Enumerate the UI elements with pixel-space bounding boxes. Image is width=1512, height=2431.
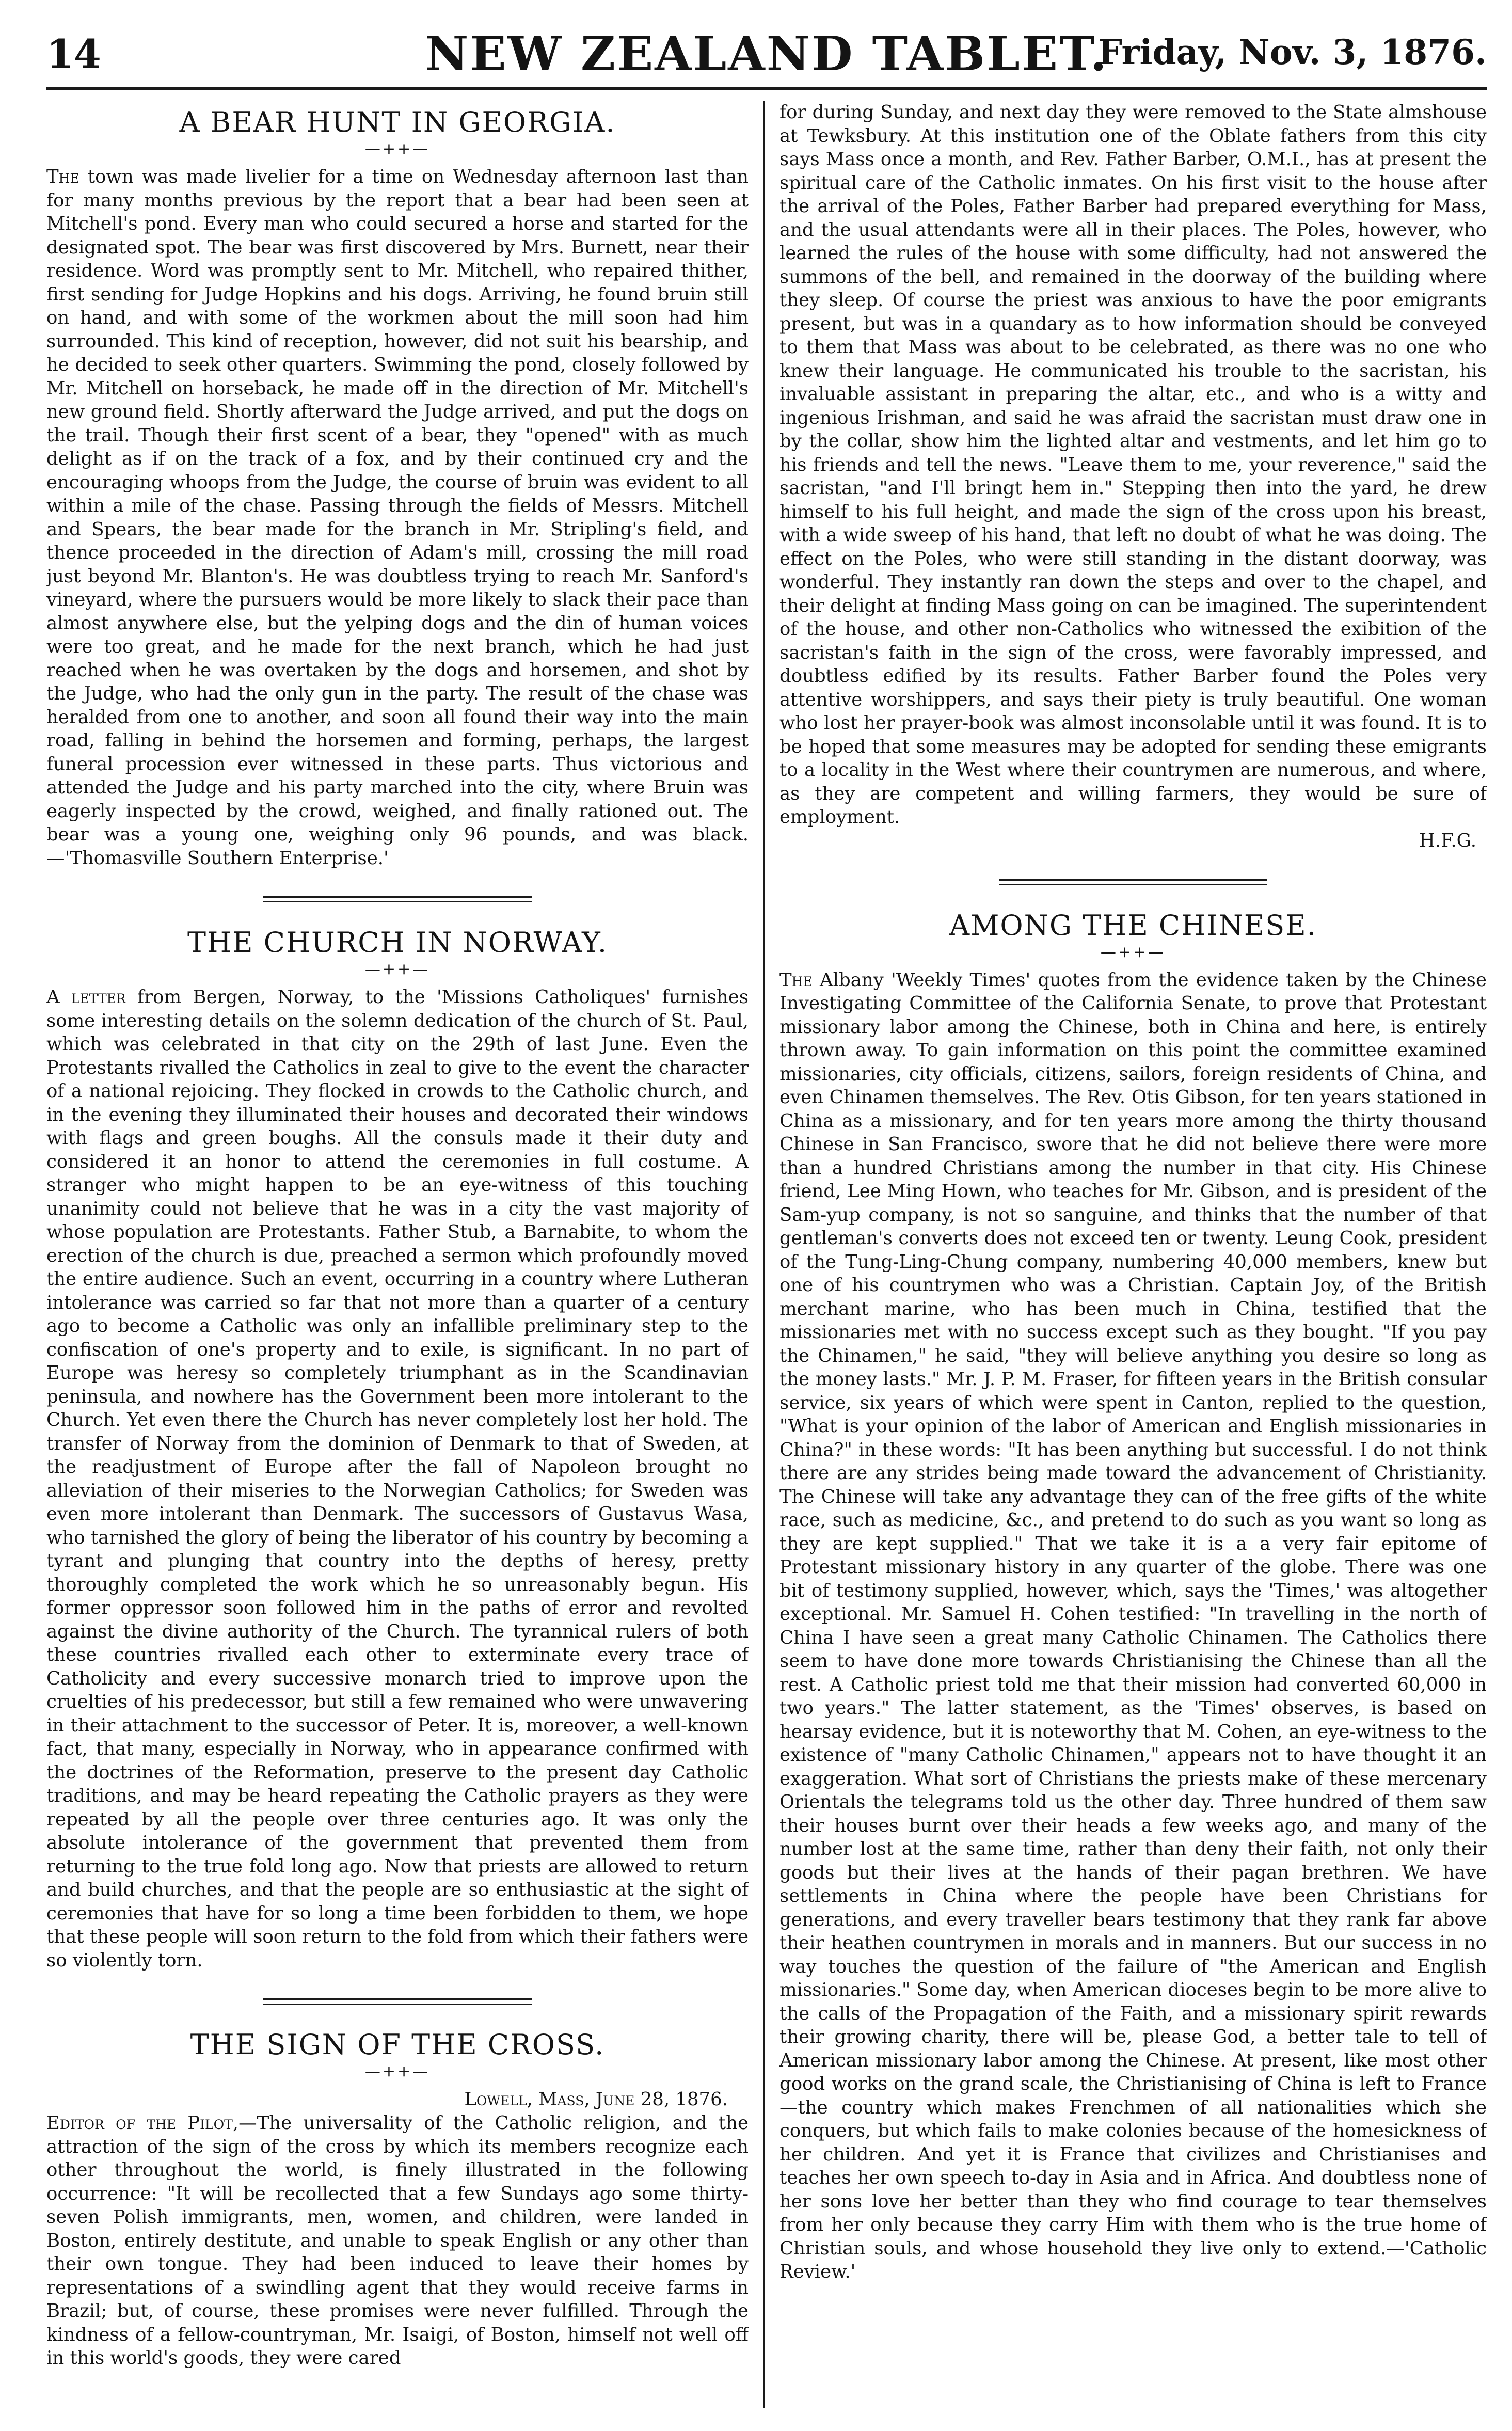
article-signature: H.F.G. <box>1419 830 1476 851</box>
lead-in: The <box>779 969 813 991</box>
article-title: AMONG THE CHINESE. <box>949 909 1317 942</box>
article-body <box>46 986 749 1972</box>
article-body <box>779 968 1487 2284</box>
article-title: A BEAR HUNT IN GEORGIA. <box>179 106 616 138</box>
article-text: from Bergen, Norway, to the 'Missions Catholiques' furnishes some interesting details on the solemn dedication of the church of St. Paul, which was celebrated in that city on the 29th of last June. Even the Protestants rivalled the Catholics in zeal to give to the event the character of a national rejoicing. They flocked in crowds to the Catholic church, and in the evening they illuminated their houses and decorated their windows with flags and green boughs. All the consuls made it their duty and considered it an honor to attend the ceremonies in full costume. A stranger who might happen to be an eye-witness of this touching unanimity could not believe that he was in a city the vast majority of whose population are Protestants. Father Stub, a Barnabite, to whom the erection of the church is due, preached a sermon which profoundly moved the entire audience. Such an event, occurring in a country where Lutheran intolerance was carried so far that not more than a quarter of a century ago to become a Catholic was only an infallible preliminary step to the confiscation of one's property and to exile, is significant. In no part of Europe was heresy so completely triumphant as in the Scandinavian peninsula, and nowhere has the Government been more intolerant to the Church. Yet even there the Church has never completely lost her hold. The transfer of Norway from the dominion of Denmark to that of Sweden, at the readjustment of Europe after the fall of Napoleon brought no alleviation of their miseries to the Norwegian Catholics; for Sweden was even more intolerant than Denmark. The successors of Gustavus Wasa, who tarnished the glory of being the liberator of his country by becoming a tyrant and plunging that country into the depths of heresy, pretty thoroughly completed the work which he so unreasonably begun. His former oppressor soon followed him in the paths of error and revolted against the divine authority of the Church. The tyrannical rulers of both these countries rivalled each other to exterminate every trace of Catholicity and every successive monarch tried to improve upon the cruelties of his predecessor, but still a few remained who were unwavering in their attachment to the successor of Peter. It is, moreover, a well-known fact, that many, especially in Norway, who in appearance confirmed with the doctrines of the Reformation, preserve to the present day Catholic traditions, and may be heard repeating the Catholic prayers as they were repeated by all the people over three centuries ago. It was only the absolute intolerance of the government that prevented them from returning to the true fold long ago. Now that priests are allowed to return and build churches, and that the people are so enthusiastic at the sight of ceremonies that have for so long a time been forbidden to them, we hope that these people will soon return to the fold from which their fathers were so violently torn. <box>46 987 749 1971</box>
lead-in: A letter <box>46 987 126 1008</box>
article-body <box>46 165 749 870</box>
article-text: Albany 'Weekly Times' quotes from the evidence taken by the Chinese Investigating Committee of the California Senate, to prove that Protestant missionary labor among the Chinese, both in China and here, is entirely thrown away. To gain information on this point the committee examined missionaries, city officials, citizens, sailors, foreign residents of China, and even Chinamen themselves. The Rev. Otis Gibson, for ten years stationed in China as a missionary, and for ten years more among the thirty thousand Chinese in San Francisco, swore that he did not believe there were more than a hundred Christians among the number in that city. His Chinese friend, Lee Ming Hown, who teaches for Mr. Gibson, and is president of the Sam-yup company, is not so sanguine, and thinks that the number of that gentleman's converts does not exceed ten or twenty. Leung Cook, president of the Tung-Ling-Chung company, numbering 40,000 members, knew but one of his countrymen who was a Christian. Captain Joy, of the British merchant marine, who has been much in China, testified that the missionaries met with no success except such as they bought. "If you pay the Chinamen," he said, "they will believe anything you desire so long as the money lasts." Mr. J. P. M. Fraser, for fifteen years in the British consular service, six years of which were spent in Canton, replied to the question, "What is your opinion of the labor of American and English missionaries in China?" in these words: "It has been anything but successful. I do not think there are any strides being made toward the advancement of Christianity. The Chinese will take any advantage they can of the free gifts of the white race, such as medicine, &c., and pretend to do such as you want so long as they are kept supplied." That we take it is a a very fair epitome of Protestant missionary history in any quarter of the globe. There was one bit of testimony supplied, however, which, says the 'Times,' was altogether exceptional. Mr. Samuel H. Cohen testified: "In travelling in the north of China I have seen a great many Catholic Chinamen. The Catholics there seem to have done more towards Christianising the Chinese than all the rest. A Catholic priest told me that their mission had converted 60,000 in two years." The latter statement, as the 'Times' observes, is based on hearsay evidence, but it is noteworthy that M. Cohen, an eye-witness to the existence of "many Catholic Chinamen," appears not to have thought it an exaggeration. What sort of Christians the priests make of these mercenary Orientals the telegrams told us the other day. Three hundred of them saw their houses burnt over their heads a few weeks ago, and many of the number lost at the same time, rather than deny their faith, not only their goods but their lives at the hands of their pagan brethren. We have settlements in China where the people have been Christians for generations, and every traveller bears testimony that they rank far above their heathen countrymen in morals and in manners. But our success in no way touches the question of the failure of "the American and English missionaries." Some day, when American dioceses begin to be more alive to the calls of the Propagation of the Faith, and a missionary spirit rewards their growing charity, there will be, please God, a better tale to tell of American missionary labor among the Chinese. At present, like most other good works on the grand scale, the Christianising of China is left to France—the country which makes Frenchmen of all nationalities which she conquers, but which fails to make colonies because of the homesickness of her children. And yet it is France that civilizes and Christianises and teaches her own speech to-day in Asia and in Africa. And doubtless none of her sons love her better than they who find courage to tear themselves from her only because they carry Him with them who is the true home of Christian souls, and whose household they live only to extend.—'Catholic Review.' <box>779 969 1487 2282</box>
title-ornament: —++— <box>364 140 431 158</box>
title-ornament: —++— <box>364 2062 431 2080</box>
letter-dateline: Lowell, Mass, June 28, 1876. <box>464 2089 728 2110</box>
article-church-norway <box>46 926 749 1972</box>
article-bear-hunt <box>46 106 749 870</box>
article-separator <box>263 896 532 902</box>
issue-date: Friday, Nov. 3, 1876. <box>1097 32 1487 72</box>
article-separator <box>999 879 1267 885</box>
title-ornament: —++— <box>1100 943 1166 961</box>
article-sign-of-cross-continued <box>779 101 1487 853</box>
left-column <box>46 101 749 2408</box>
article-title: THE SIGN OF THE CROSS. <box>190 2028 605 2061</box>
page-number: 14 <box>46 31 101 77</box>
right-column <box>779 101 1487 2408</box>
article-title: THE CHURCH IN NORWAY. <box>187 926 608 959</box>
masthead-rule <box>46 87 1487 90</box>
article-body <box>46 2111 749 2370</box>
lead-in: The <box>46 166 79 187</box>
article-sign-of-cross <box>46 2028 749 2370</box>
article-text: —The universality of the Catholic religion, and the attraction of the sign of the cross by which its members recognize each other throughout the world, is finely illustrated in the following occurrence: "It will be recollected that a few Sundays ago some thirty-seven Polish immigrants, men, women, and children, were landed in Boston, entirely destitute, and unable to speak English or any other than their own tongue. They had been induced to leave their homes by representations of a swindling agent that they would receive farms in Brazil; but, of course, these promises were never fulfilled. Through the kindness of a fellow-countryman, Mr. Isaigi, of Boston, himself not well off in this world's goods, they were cared <box>46 2112 749 2369</box>
title-ornament: —++— <box>364 960 431 978</box>
newspaper-title: NEW ZEALAND TABLET. <box>425 26 1108 82</box>
article-continuation: for during Sunday, and next day they were removed to the State almshouse at Tewksbury. At this institution one of the Oblate fathers from this city says Mass once a month, and Rev. Father Barber, O.M.I., has at present the spiritual care of the Catholic inmates. On his first visit to the house after the arrival of the Poles, Father Barber had prepared everything for Mass, and the usual attendants were all in their places. The Poles, however, who learned the rules of the house with some difficulty, had not answered the summons of the bell, and remained in the doorway of the building where they sleep. Of course the priest was anxious to have the poor emigrants present, but was in a quandary as to how information should be conveyed to them that Mass was about to be celebrated, as there was no one who knew their language. He communicated his trouble to the sacristan, his invaluable assistant in preparing the altar, etc., and who is a witty and ingenious Irishman, and said he was afraid the sacristan must draw one in by the collar, show him the lighted altar and vestments, and let him go to his friends and tell the news. "Leave them to me, your reverence," said the sacristan, "and I'll bringt hem in." Stepping then into the yard, he drew himself to his full height, and made the sign of the cross upon his breast, with a wide sweep of his hand, that left no doubt of what he was doing. The effect on the Poles, who were still standing in the distant doorway, was wonderful. They instantly ran down the steps and over to the chapel, and their delight at finding Mass going on can be imagined. The superintendent of the house, and other non-Catholics who witnessed the exibition of the sacristan's faith in the sign of the cross, were favorably impressed, and doubtless edified by its results. Father Barber found the Poles very attentive worshippers, and says their piety is truly beautiful. One woman who lost her prayer-book was almost inconsolable until it was found. It is to be hoped that some measures may be adopted for sending these emigrants to a locality in the West where their countrymen are numerous, and where, as they are competent and willing farmers, they would be sure of employment. <box>779 102 1487 828</box>
column-divider <box>763 101 765 2408</box>
article-text: town was made livelier for a time on Wednesday afternoon last than for many months previous by the report that a bear had been seen at Mitchell's pond. Every man who could secured a horse and started for the designated spot. The bear was first discovered by Mrs. Burnett, near their residence. Word was promptly sent to Mr. Mitchell, who repaired thither, first sending for Judge Hopkins and his dogs. Arriving, he found bruin still on hand, and with some of the workmen about the mill soon had him surrounded. This kind of reception, however, did not suit his bearship, and he decided to seek other quarters. Swimming the pond, closely followed by Mr. Mitchell on horseback, he made off in the direction of Mr. Mitchell's new ground field. Shortly afterward the Judge arrived, and put the dogs on the trail. Though their first scent of a bear, they "opened" with as much delight as if on the track of a fox, and by their continued cry and the encouraging whoops from the Judge, the course of bruin was evident to all within a mile of the chase. Passing through the fields of Messrs. Mitchell and Spears, the bear made for the branch in Mr. Stripling's field, and thence proceeded in the direction of Adam's mill, crossing the mill road just beyond Mr. Blanton's. He was doubtless trying to reach Mr. Sanford's vineyard, where the pursuers would be more likely to slack their pace than almost anywhere else, but the yelping dogs and the din of human voices were too great, and he made for the next branch, which he had just reached when he was overtaken by the dogs and horsemen, and shot by the Judge, who had the only gun in the party. The result of the chase was heralded from one to another, and soon all found their way into the main road, falling in behind the horsemen and forming, perhaps, the largest funeral procession ever witnessed in these parts. Thus victorious and attended the Judge and his party marched into the city, where Bruin was eagerly inspected by the crowd, weighed, and finally rationed out. The bear was a young one, weighing only 96 pounds, and was black.—'Thomasville Southern Enterprise.' <box>46 166 749 869</box>
article-separator <box>263 1998 532 2005</box>
masthead <box>46 21 1487 88</box>
lead-in: Editor of the Pilot, <box>46 2112 239 2134</box>
article-among-chinese <box>779 909 1487 2284</box>
